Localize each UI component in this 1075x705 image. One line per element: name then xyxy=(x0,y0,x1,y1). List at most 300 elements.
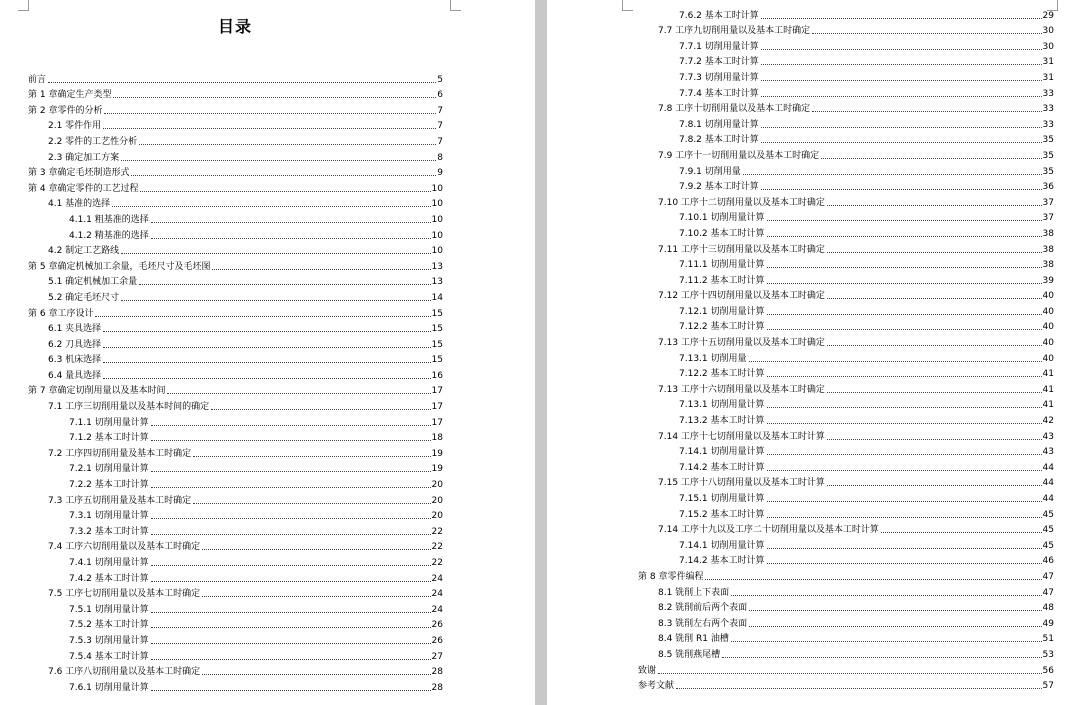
toc-entry[interactable] xyxy=(28,117,443,133)
toc-entry-page-number: 22 xyxy=(431,542,443,553)
page-margin-corner-mark xyxy=(622,0,633,11)
toc-entry[interactable] xyxy=(638,645,1054,661)
toc-entry-title: 7.15.1 切削用量计算 xyxy=(679,494,765,504)
toc-entry-title: 7.7.2 基本工时计算 xyxy=(679,57,759,68)
toc-entry[interactable] xyxy=(28,148,443,164)
toc-entry[interactable] xyxy=(638,661,1054,677)
dot-leader xyxy=(761,96,1042,97)
toc-entry-page-number: 36 xyxy=(1042,182,1054,193)
toc-entry-page-number: 43 xyxy=(1042,447,1054,458)
toc-entry-page-number: 56 xyxy=(1042,665,1054,676)
toc-entry[interactable] xyxy=(638,100,1054,116)
dot-leader xyxy=(151,440,431,441)
toc-entry[interactable] xyxy=(638,458,1054,474)
toc-entry-page-number: 40 xyxy=(1042,291,1054,302)
toc-entry-page-number: 13 xyxy=(431,261,443,272)
dot-leader xyxy=(103,362,430,363)
toc-entry[interactable] xyxy=(28,257,443,273)
toc-entry-title: 7.4.1 切削用量计算 xyxy=(69,558,149,568)
toc-entry-page-number: 7 xyxy=(437,105,443,116)
toc-entry-title: 6.4 量具选择 xyxy=(48,370,102,381)
toc-entry[interactable] xyxy=(638,536,1054,552)
toc-entry-title: 7.7.1 切削用量计算 xyxy=(679,41,759,52)
page-gutter xyxy=(535,0,547,705)
toc-entry[interactable] xyxy=(638,521,1054,537)
dot-leader xyxy=(827,205,1042,206)
toc-entry-page-number: 38 xyxy=(1042,260,1054,271)
toc-list-right xyxy=(638,6,1054,692)
toc-entry-title: 7.13.1 切削用量计算 xyxy=(679,400,765,411)
toc-entry-title: 7.7.3 切削用量计算 xyxy=(679,72,759,83)
toc-entry[interactable] xyxy=(28,678,443,694)
toc-entry[interactable] xyxy=(638,677,1054,693)
toc-entry[interactable] xyxy=(638,53,1054,69)
toc-entry[interactable] xyxy=(28,600,443,616)
dot-leader xyxy=(151,659,431,660)
dot-leader xyxy=(113,97,436,98)
dot-leader xyxy=(112,206,430,207)
toc-entry-page-number: 28 xyxy=(431,682,443,693)
toc-entry[interactable] xyxy=(28,86,443,102)
toc-entry-page-number: 57 xyxy=(1042,681,1054,692)
toc-entry-title: 第 1 章确定生产类型 xyxy=(28,90,112,101)
toc-entry[interactable] xyxy=(638,37,1054,53)
toc-entry-title: 7.13 工序十五切削用量以及基本工时确定 xyxy=(658,338,825,349)
toc-entry[interactable] xyxy=(28,179,443,195)
toc-entry[interactable] xyxy=(28,569,443,585)
dot-leader xyxy=(731,595,1041,596)
toc-entry[interactable] xyxy=(638,68,1054,84)
toc-entry-page-number: 7 xyxy=(437,121,443,132)
dot-leader xyxy=(151,690,431,691)
toc-entry[interactable] xyxy=(638,349,1054,365)
toc-entry[interactable] xyxy=(638,318,1054,334)
toc-entry-page-number: 15 xyxy=(431,355,443,366)
toc-entry[interactable] xyxy=(28,366,443,382)
toc-entry-page-number: 19 xyxy=(431,448,443,459)
toc-entry[interactable] xyxy=(638,84,1054,100)
dot-leader xyxy=(104,113,436,114)
page-margin-corner-mark xyxy=(450,0,461,11)
toc-entry-page-number: 35 xyxy=(1042,166,1054,177)
toc-entry-title: 7.12.2 基本工时计算 xyxy=(679,322,765,333)
toc-entry-page-number: 24 xyxy=(431,573,443,584)
toc-entry[interactable] xyxy=(28,320,443,336)
toc-entry-page-number: 10 xyxy=(431,230,443,241)
dot-leader xyxy=(103,331,430,332)
dot-leader xyxy=(151,581,431,582)
dot-leader xyxy=(202,549,430,550)
dot-leader xyxy=(767,314,1042,315)
toc-entry-page-number: 53 xyxy=(1042,649,1054,660)
dot-leader xyxy=(48,82,436,83)
toc-entry-page-number: 47 xyxy=(1042,571,1054,582)
toc-entry-title: 6.3 机床选择 xyxy=(48,355,102,366)
dot-leader xyxy=(131,175,436,176)
toc-entry-title: 7.15.2 基本工时计算 xyxy=(679,509,765,520)
toc-entry[interactable] xyxy=(28,195,443,211)
dot-leader xyxy=(827,345,1042,346)
toc-entry-title: 7.5.4 基本工时计算 xyxy=(69,651,149,662)
toc-entry[interactable] xyxy=(28,616,443,632)
toc-entry-title: 2.2 零件的工艺性分析 xyxy=(48,136,138,147)
toc-entry[interactable] xyxy=(638,474,1054,490)
toc-entry-title: 7.2.2 基本工时计算 xyxy=(69,480,149,491)
toc-entry-page-number: 10 xyxy=(431,246,443,257)
toc-entry-title: 8.3 铣削左右两个表面 xyxy=(658,618,748,629)
toc-entry-title: 7.14.2 基本工时计算 xyxy=(679,462,765,473)
toc-entry[interactable] xyxy=(638,411,1054,427)
dot-leader xyxy=(121,253,430,254)
toc-entry-page-number: 42 xyxy=(1042,416,1054,427)
toc-entry[interactable] xyxy=(638,193,1054,209)
toc-entry-title: 7.2.1 切削用量计算 xyxy=(69,464,149,475)
dot-leader xyxy=(827,392,1042,393)
toc-entry[interactable] xyxy=(28,304,443,320)
toc-entry-title: 第 4 章确定零件的工艺过程 xyxy=(28,183,139,194)
toc-entry[interactable] xyxy=(28,382,443,398)
dot-leader xyxy=(812,111,1041,112)
toc-entry-title: 4.1.1 粗基准的选择 xyxy=(69,214,149,225)
dot-leader xyxy=(95,316,430,317)
toc-entry-title: 7.5.2 基本工时计算 xyxy=(69,620,149,631)
toc-entry[interactable] xyxy=(28,647,443,663)
toc-entry-page-number: 49 xyxy=(1042,618,1054,629)
toc-entry-title: 7.5.1 切削用量计算 xyxy=(69,604,149,615)
toc-entry-title: 7.6.2 基本工时计算 xyxy=(679,10,759,21)
toc-entry[interactable] xyxy=(28,132,443,148)
dot-leader xyxy=(151,238,431,239)
toc-entry-title: 8.2 铣削前后两个表面 xyxy=(658,603,748,614)
dot-leader xyxy=(202,674,430,675)
dot-leader xyxy=(139,284,430,285)
toc-entry-page-number: 45 xyxy=(1042,525,1054,536)
toc-entry-title: 7.8 工序十切削用量以及基本工时确定 xyxy=(658,104,811,115)
dot-leader xyxy=(103,378,430,379)
toc-entry-title: 6.2 刀具选择 xyxy=(48,339,102,350)
dot-leader xyxy=(761,49,1042,50)
toc-entry-page-number: 24 xyxy=(431,589,443,600)
toc-entry[interactable] xyxy=(28,475,443,491)
dot-leader xyxy=(767,563,1042,564)
toc-entry[interactable] xyxy=(638,583,1054,599)
toc-entry-page-number: 48 xyxy=(1042,603,1054,614)
dot-leader xyxy=(211,409,430,410)
toc-entry[interactable] xyxy=(638,115,1054,131)
dot-leader xyxy=(140,191,430,192)
toc-entry-page-number: 38 xyxy=(1042,228,1054,239)
toc-entry[interactable] xyxy=(638,22,1054,38)
toc-entry[interactable] xyxy=(638,443,1054,459)
dot-leader xyxy=(151,534,431,535)
document-page-left xyxy=(0,0,535,705)
dot-leader xyxy=(193,503,430,504)
toc-entry-page-number: 16 xyxy=(431,370,443,381)
toc-entry[interactable] xyxy=(638,489,1054,505)
toc-entry-title: 第 6 章工序设计 xyxy=(28,308,94,319)
toc-entry-title: 7.3.1 切削用量计算 xyxy=(69,511,149,522)
toc-entry-title: 8.5 铣削燕尾槽 xyxy=(658,649,721,660)
toc-entry-title: 致谢 xyxy=(638,665,657,676)
document-page-right xyxy=(547,0,1075,705)
dot-leader xyxy=(151,627,431,628)
toc-entry-title: 7.7 工序九切削用量以及基本工时确定 xyxy=(658,26,811,37)
toc-entry-page-number: 20 xyxy=(431,495,443,506)
toc-entry[interactable] xyxy=(28,553,443,569)
toc-entry[interactable] xyxy=(638,614,1054,630)
dot-leader xyxy=(767,267,1042,268)
dot-leader xyxy=(761,189,1042,190)
dot-leader xyxy=(167,393,430,394)
toc-entry-title: 7.11 工序十三切削用量以及基本工时确定 xyxy=(658,244,825,255)
toc-entry[interactable] xyxy=(638,224,1054,240)
toc-entry-page-number: 41 xyxy=(1042,369,1054,380)
toc-entry-title: 7.9 工序十一切削用量以及基本工时确定 xyxy=(658,150,820,161)
toc-entry-title: 7.4 工序六切削用量以及基本工时确定 xyxy=(48,542,201,553)
toc-entry-title: 7.15 工序十八切削用量以及基本工时计算 xyxy=(658,478,825,489)
dot-leader xyxy=(761,80,1042,81)
dot-leader xyxy=(151,425,431,426)
toc-entry-title: 7.12.2 基本工时计算 xyxy=(679,369,765,380)
toc-entry[interactable] xyxy=(638,552,1054,568)
toc-entry[interactable] xyxy=(28,351,443,367)
dot-leader xyxy=(761,142,1042,143)
toc-entry-title: 7.1.2 基本工时计算 xyxy=(69,433,149,444)
toc-entry-page-number: 18 xyxy=(431,433,443,444)
toc-entry[interactable] xyxy=(28,538,443,554)
toc-entry-page-number: 9 xyxy=(437,168,443,179)
dot-leader xyxy=(193,456,430,457)
dot-leader xyxy=(761,18,1042,19)
toc-entry[interactable] xyxy=(28,663,443,679)
toc-entry-title: 7.1 工序三切削用量以及基本时间的确定 xyxy=(48,402,210,413)
toc-entry-page-number: 6 xyxy=(437,90,443,101)
toc-entry-page-number: 13 xyxy=(431,277,443,288)
dot-leader xyxy=(121,300,430,301)
toc-entry-page-number: 20 xyxy=(431,480,443,491)
toc-entry[interactable] xyxy=(638,256,1054,272)
toc-entry-page-number: 20 xyxy=(431,511,443,522)
toc-entry[interactable] xyxy=(638,162,1054,178)
toc-entry-page-number: 40 xyxy=(1042,338,1054,349)
toc-entry-title: 7.14.2 基本工时计算 xyxy=(679,556,765,567)
dot-leader xyxy=(812,33,1041,34)
toc-entry[interactable] xyxy=(28,70,443,86)
toc-entry[interactable] xyxy=(638,396,1054,412)
toc-entry[interactable] xyxy=(28,460,443,476)
toc-entry[interactable] xyxy=(28,507,443,523)
toc-entry-page-number: 7 xyxy=(437,136,443,147)
toc-entry[interactable] xyxy=(28,444,443,460)
toc-entry-title: 7.10.2 基本工时计算 xyxy=(679,228,765,239)
toc-entry-page-number: 41 xyxy=(1042,384,1054,395)
toc-entry[interactable] xyxy=(28,210,443,226)
dot-leader xyxy=(705,579,1041,580)
dot-leader xyxy=(212,269,430,270)
toc-entry[interactable] xyxy=(28,164,443,180)
dot-leader xyxy=(767,501,1042,502)
toc-entry[interactable] xyxy=(638,271,1054,287)
toc-entry[interactable] xyxy=(28,242,443,258)
dot-leader xyxy=(767,329,1042,330)
toc-entry[interactable] xyxy=(638,333,1054,349)
toc-entry[interactable] xyxy=(28,335,443,351)
dot-leader xyxy=(761,64,1042,65)
toc-entry-title: 7.3.2 基本工时计算 xyxy=(69,526,149,537)
dot-leader xyxy=(151,487,431,488)
toc-entry[interactable] xyxy=(638,146,1054,162)
toc-entry-title: 7.13 工序十六切削用量以及基本工时确定 xyxy=(658,384,825,395)
dot-leader xyxy=(821,158,1041,159)
dot-leader xyxy=(767,407,1042,408)
dot-leader xyxy=(743,174,1042,175)
toc-entry-title: 7.8.2 基本工时计算 xyxy=(679,135,759,146)
toc-entry[interactable] xyxy=(28,101,443,117)
toc-entry-title: 7.10 工序十二切削用量以及基本工时确定 xyxy=(658,197,825,208)
toc-list-left xyxy=(28,70,443,694)
toc-entry[interactable] xyxy=(28,631,443,647)
toc-entry-page-number: 30 xyxy=(1042,41,1054,52)
toc-entry-title: 5.1 确定机械加工余量 xyxy=(48,277,138,288)
toc-entry-title: 7.7.4 基本工时计算 xyxy=(679,88,759,99)
toc-entry[interactable] xyxy=(638,6,1054,22)
toc-entry-page-number: 22 xyxy=(431,558,443,568)
dot-leader xyxy=(827,252,1042,253)
toc-entry-title: 7.5 工序七切削用量以及基本工时确定 xyxy=(48,589,201,600)
dot-leader xyxy=(827,439,1042,440)
toc-entry-title: 第 2 章零件的分析 xyxy=(28,105,103,116)
toc-entry[interactable] xyxy=(638,630,1054,646)
toc-entry[interactable] xyxy=(28,585,443,601)
toc-entry-page-number: 15 xyxy=(431,324,443,335)
toc-entry-page-number: 43 xyxy=(1042,431,1054,442)
toc-entry[interactable] xyxy=(638,365,1054,381)
toc-entry[interactable] xyxy=(638,599,1054,615)
toc-entry-page-number: 24 xyxy=(431,604,443,615)
toc-entry-page-number: 10 xyxy=(431,183,443,194)
toc-entry-title: 7.14 工序十九以及工序二十切削用量以及基本工时计算 xyxy=(658,525,879,536)
toc-entry-title: 7.12.1 切削用量计算 xyxy=(679,306,765,317)
toc-entry-title: 7.9.1 切削用量 xyxy=(679,166,741,177)
toc-entry-page-number: 27 xyxy=(431,651,443,662)
toc-entry-page-number: 31 xyxy=(1042,57,1054,68)
toc-entry[interactable] xyxy=(28,397,443,413)
toc-entry-page-number: 26 xyxy=(431,620,443,631)
toc-entry-title: 7.4.2 基本工时计算 xyxy=(69,573,149,584)
toc-entry[interactable] xyxy=(638,178,1054,194)
dot-leader xyxy=(103,347,430,348)
toc-entry-page-number: 35 xyxy=(1042,150,1054,161)
toc-entry-page-number: 26 xyxy=(431,635,443,646)
toc-entry-page-number: 45 xyxy=(1042,540,1054,551)
dot-leader xyxy=(827,298,1042,299)
dot-leader xyxy=(767,548,1042,549)
toc-entry-page-number: 44 xyxy=(1042,462,1054,473)
toc-entry-page-number: 19 xyxy=(431,464,443,475)
dot-leader xyxy=(767,376,1042,377)
toc-entry[interactable] xyxy=(28,288,443,304)
toc-entry[interactable] xyxy=(28,226,443,242)
dot-leader xyxy=(827,485,1042,486)
toc-entry-title: 第 7 章确定切削用量以及基本时间 xyxy=(28,386,166,397)
dot-leader xyxy=(722,657,1041,658)
toc-entry-page-number: 35 xyxy=(1042,135,1054,146)
toc-entry-page-number: 37 xyxy=(1042,197,1054,208)
toc-entry-page-number: 17 xyxy=(431,402,443,413)
toc-entry[interactable] xyxy=(638,505,1054,521)
dot-leader xyxy=(749,361,1042,362)
toc-entry-title: 参考文献 xyxy=(638,681,675,692)
toc-entry[interactable] xyxy=(28,273,443,289)
toc-entry-title: 前言 xyxy=(28,74,47,85)
toc-entry-page-number: 29 xyxy=(1042,10,1054,21)
toc-entry[interactable] xyxy=(28,491,443,507)
dot-leader xyxy=(767,470,1042,471)
dot-leader xyxy=(761,127,1042,128)
toc-entry[interactable] xyxy=(638,209,1054,225)
toc-entry[interactable] xyxy=(28,522,443,538)
toc-entry[interactable] xyxy=(638,240,1054,256)
dot-leader xyxy=(767,517,1042,518)
dot-leader xyxy=(151,612,431,613)
toc-entry-page-number: 33 xyxy=(1042,88,1054,99)
toc-entry[interactable] xyxy=(638,287,1054,303)
toc-entry-page-number: 28 xyxy=(431,667,443,678)
toc-entry-title: 5.2 确定毛坯尺寸 xyxy=(48,292,120,303)
toc-entry-page-number: 38 xyxy=(1042,244,1054,255)
toc-entry-title: 第 3 章确定毛坯制造形式 xyxy=(28,168,130,179)
toc-entry[interactable] xyxy=(28,413,443,429)
toc-entry[interactable] xyxy=(638,380,1054,396)
toc-entry-title: 第 8 章零件编程 xyxy=(638,571,704,582)
toc-entry-page-number: 45 xyxy=(1042,509,1054,520)
dot-leader xyxy=(202,596,430,597)
toc-entry[interactable] xyxy=(638,427,1054,443)
dot-leader xyxy=(676,688,1042,689)
toc-entry[interactable] xyxy=(28,429,443,445)
dot-leader xyxy=(767,236,1042,237)
dot-leader xyxy=(749,610,1041,611)
toc-entry-page-number: 37 xyxy=(1042,213,1054,224)
toc-entry-title: 第 5 章确定机械加工余量，毛坯尺寸及毛坯图 xyxy=(28,261,211,272)
toc-entry-page-number: 22 xyxy=(431,526,443,537)
toc-entry-page-number: 10 xyxy=(431,214,443,225)
toc-entry[interactable] xyxy=(638,567,1054,583)
toc-entry-title: 7.12 工序十四切削用量以及基本工时确定 xyxy=(658,291,825,302)
toc-entry-title: 4.1.2 精基准的选择 xyxy=(69,230,149,241)
toc-entry-page-number: 51 xyxy=(1042,634,1054,645)
toc-entry-page-number: 15 xyxy=(431,339,443,350)
toc-entry-page-number: 17 xyxy=(431,386,443,397)
toc-entry-title: 7.14.1 切削用量计算 xyxy=(679,540,765,551)
toc-entry-title: 6.1 夹具选择 xyxy=(48,324,102,335)
toc-entry-page-number: 14 xyxy=(431,292,443,303)
dot-leader xyxy=(139,144,436,145)
toc-entry-page-number: 40 xyxy=(1042,306,1054,317)
toc-entry-title: 7.14 工序十七切削用量以及基本工时计算 xyxy=(658,431,825,442)
dot-leader xyxy=(767,283,1042,284)
toc-entry-page-number: 47 xyxy=(1042,587,1054,598)
toc-entry[interactable] xyxy=(638,131,1054,147)
toc-entry-page-number: 44 xyxy=(1042,494,1054,504)
toc-entry-title: 7.8.1 切削用量计算 xyxy=(679,119,759,130)
dot-leader xyxy=(121,160,436,161)
dot-leader xyxy=(103,128,436,129)
toc-entry-page-number: 33 xyxy=(1042,119,1054,130)
toc-entry[interactable] xyxy=(638,302,1054,318)
toc-entry-page-number: 10 xyxy=(431,199,443,210)
dot-leader xyxy=(151,643,431,644)
